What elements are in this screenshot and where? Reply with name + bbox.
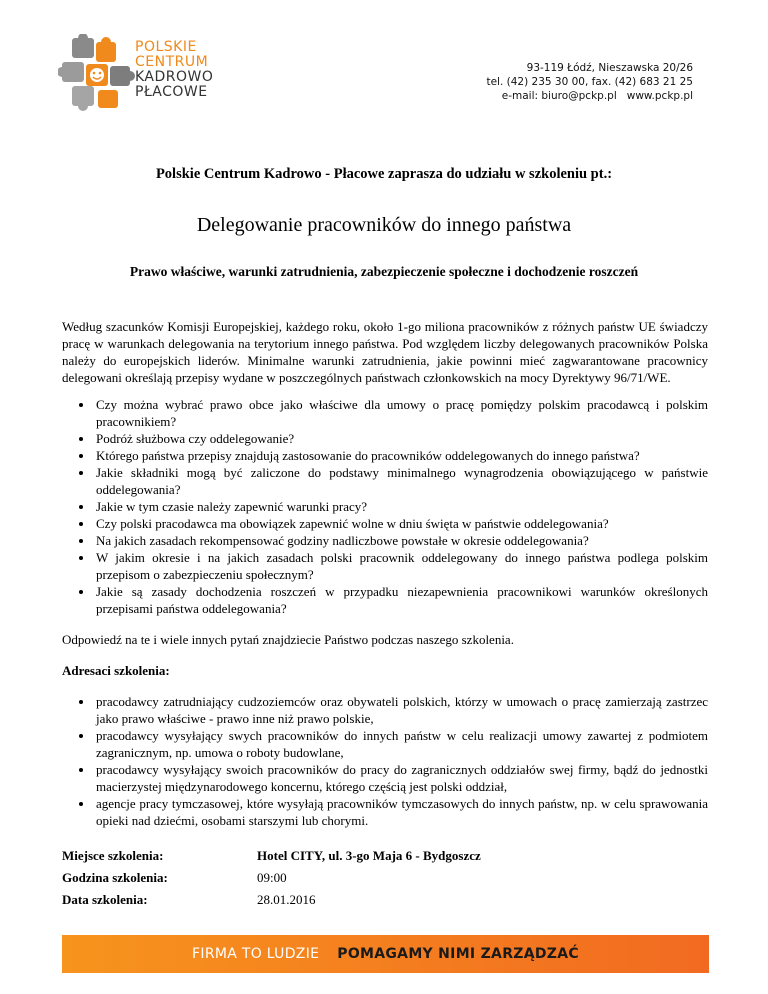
contact-email: e-mail: biuro@pckp.pl www.pckp.pl (501, 90, 693, 102)
list-item: • pracodawcy wysyłający swych pracowników do innych państw w celu realizacji umowy zawartej z podmiotem zagranicznym, np. umowa o roboty budowlane, (94, 727, 708, 761)
contact-info (486, 61, 693, 103)
intro-line: Polskie Centrum Kadrowo - Płacowe zaprasza do udziału w szkoleniu pt.: (155, 166, 613, 182)
document-title: Delegowanie pracowników do innego państwa (196, 214, 572, 236)
place-value: Hotel CITY, ul. 3-go Maja 6 - Bydgoszcz (257, 848, 481, 863)
audience-heading: Adresaci szkolenia: (62, 663, 170, 678)
contact-address: 93-119 Łódź, Nieszawska 20/26 (526, 62, 693, 74)
document-subtitle: Prawo właściwe, warunki zatrudnienia, zabezpieczenie społeczne i dochodzenie roszczeń (129, 264, 639, 279)
time-value: 09:00 (257, 870, 287, 885)
logo-line-4: PŁACOWE (135, 84, 208, 100)
footer-slogan-1: FIRMA TO LUDZIE (192, 946, 320, 962)
detail-row-time (62, 867, 481, 889)
list-item: • Na jakich zasadach rekompensować godziny nadliczbowe powstałe w okresie oddelegowania? (94, 532, 708, 549)
list-item: • Czy polski pracodawca ma obowiązek zapewnić wolne w dniu święta w państwie oddelegowania? (94, 515, 708, 532)
place-label: Miejsce szkolenia: (62, 848, 164, 863)
intro-paragraph: Według szacunków Komisji Europejskiej, każdego roku, około 1-go miliona pracowników z różnych państw UE świadczy pracę w warunkach delegowania na terytorium innego państwa. Pod względem liczby delegowanych pracowników Polska należy do europejskich liderów. Minimalne warunki zatrudnienia, jakie powinni mieć zagwarantowane pracownicy delegowani określają przepisy wydane w poszczególnych państwach członkowskich na mocy Dyrektywy 96/71/WE. (62, 319, 708, 385)
list-item: • pracodawcy zatrudniający cudzoziemców oraz obywateli polskich, którzy w umowach o pracę zamierzają zastrzec jako prawo właściwe - prawo inne niż prawo polskie, (94, 693, 708, 727)
audience-list (62, 693, 708, 829)
logo-wordmark (135, 40, 213, 100)
logo-line-1: POLSKIE (135, 39, 197, 55)
date-label: Data szkolenia: (62, 892, 148, 907)
list-item: • Podróż służbowa czy oddelegowanie? (94, 430, 708, 447)
time-label: Godzina szkolenia: (62, 870, 168, 885)
detail-row-place (62, 845, 481, 867)
logo-line-3: KADROWO (135, 69, 214, 85)
list-item: • Którego państwa przepisy znajdują zastosowanie do pracowników oddelegowanych do innego państwa? (94, 447, 708, 464)
list-item: • Czy można wybrać prawo obce jako właściwe dla umowy o pracę pomiędzy polskim pracodawcą i polskim pracownikiem? (94, 396, 708, 430)
answer-paragraph: Odpowiedź na te i wiele innych pytań znajdziecie Państwo podczas naszego szkolenia. (62, 632, 514, 647)
list-item: • Jakie są zasady dochodzenia roszczeń w przypadku niezapewnienia pracownikowi warunków określonych przepisami państwa oddelegowania? (94, 583, 708, 617)
list-item: • Jakie w tym czasie należy zapewnić warunki pracy? (94, 498, 708, 515)
list-item: • Jakie składniki mogą być zaliczone do podstawy minimalnego wynagrodzenia obowiązującego w państwie oddelegowania? (94, 464, 708, 498)
list-item: • W jakim okresie i na jakich zasadach polski pracownik oddelegowany do innego państwa podlega polskim przepisom o zabezpieczeniu społecznym? (94, 549, 708, 583)
list-item: • agencje pracy tymczasowej, które wysyłają pracowników tymczasowych do innych państw, np. w celu sprawowania opieki nad dziećmi, osobami starszymi lub chorymi. (94, 795, 708, 829)
questions-list (62, 396, 708, 617)
footer-banner (62, 935, 709, 973)
training-details (62, 845, 481, 911)
contact-phone: tel. (42) 235 30 00, fax. (42) 683 21 25 (486, 76, 693, 88)
footer-slogan-2: POMAGAMY NIMI ZARZĄDZAĆ (337, 946, 579, 962)
document-body (62, 318, 708, 829)
list-item: • pracodawcy wysyłający swoich pracowników do pracy do zagranicznych oddziałów swej firmy, bądź do jednostki macierzystej międzynarodowego koncernu, którego częścią jest polski oddział, (94, 761, 708, 795)
date-value: 28.01.2016 (257, 892, 316, 907)
detail-row-date (62, 889, 481, 911)
logo-line-2: CENTRUM (135, 54, 209, 70)
puzzle-pieces-icon (58, 34, 138, 114)
